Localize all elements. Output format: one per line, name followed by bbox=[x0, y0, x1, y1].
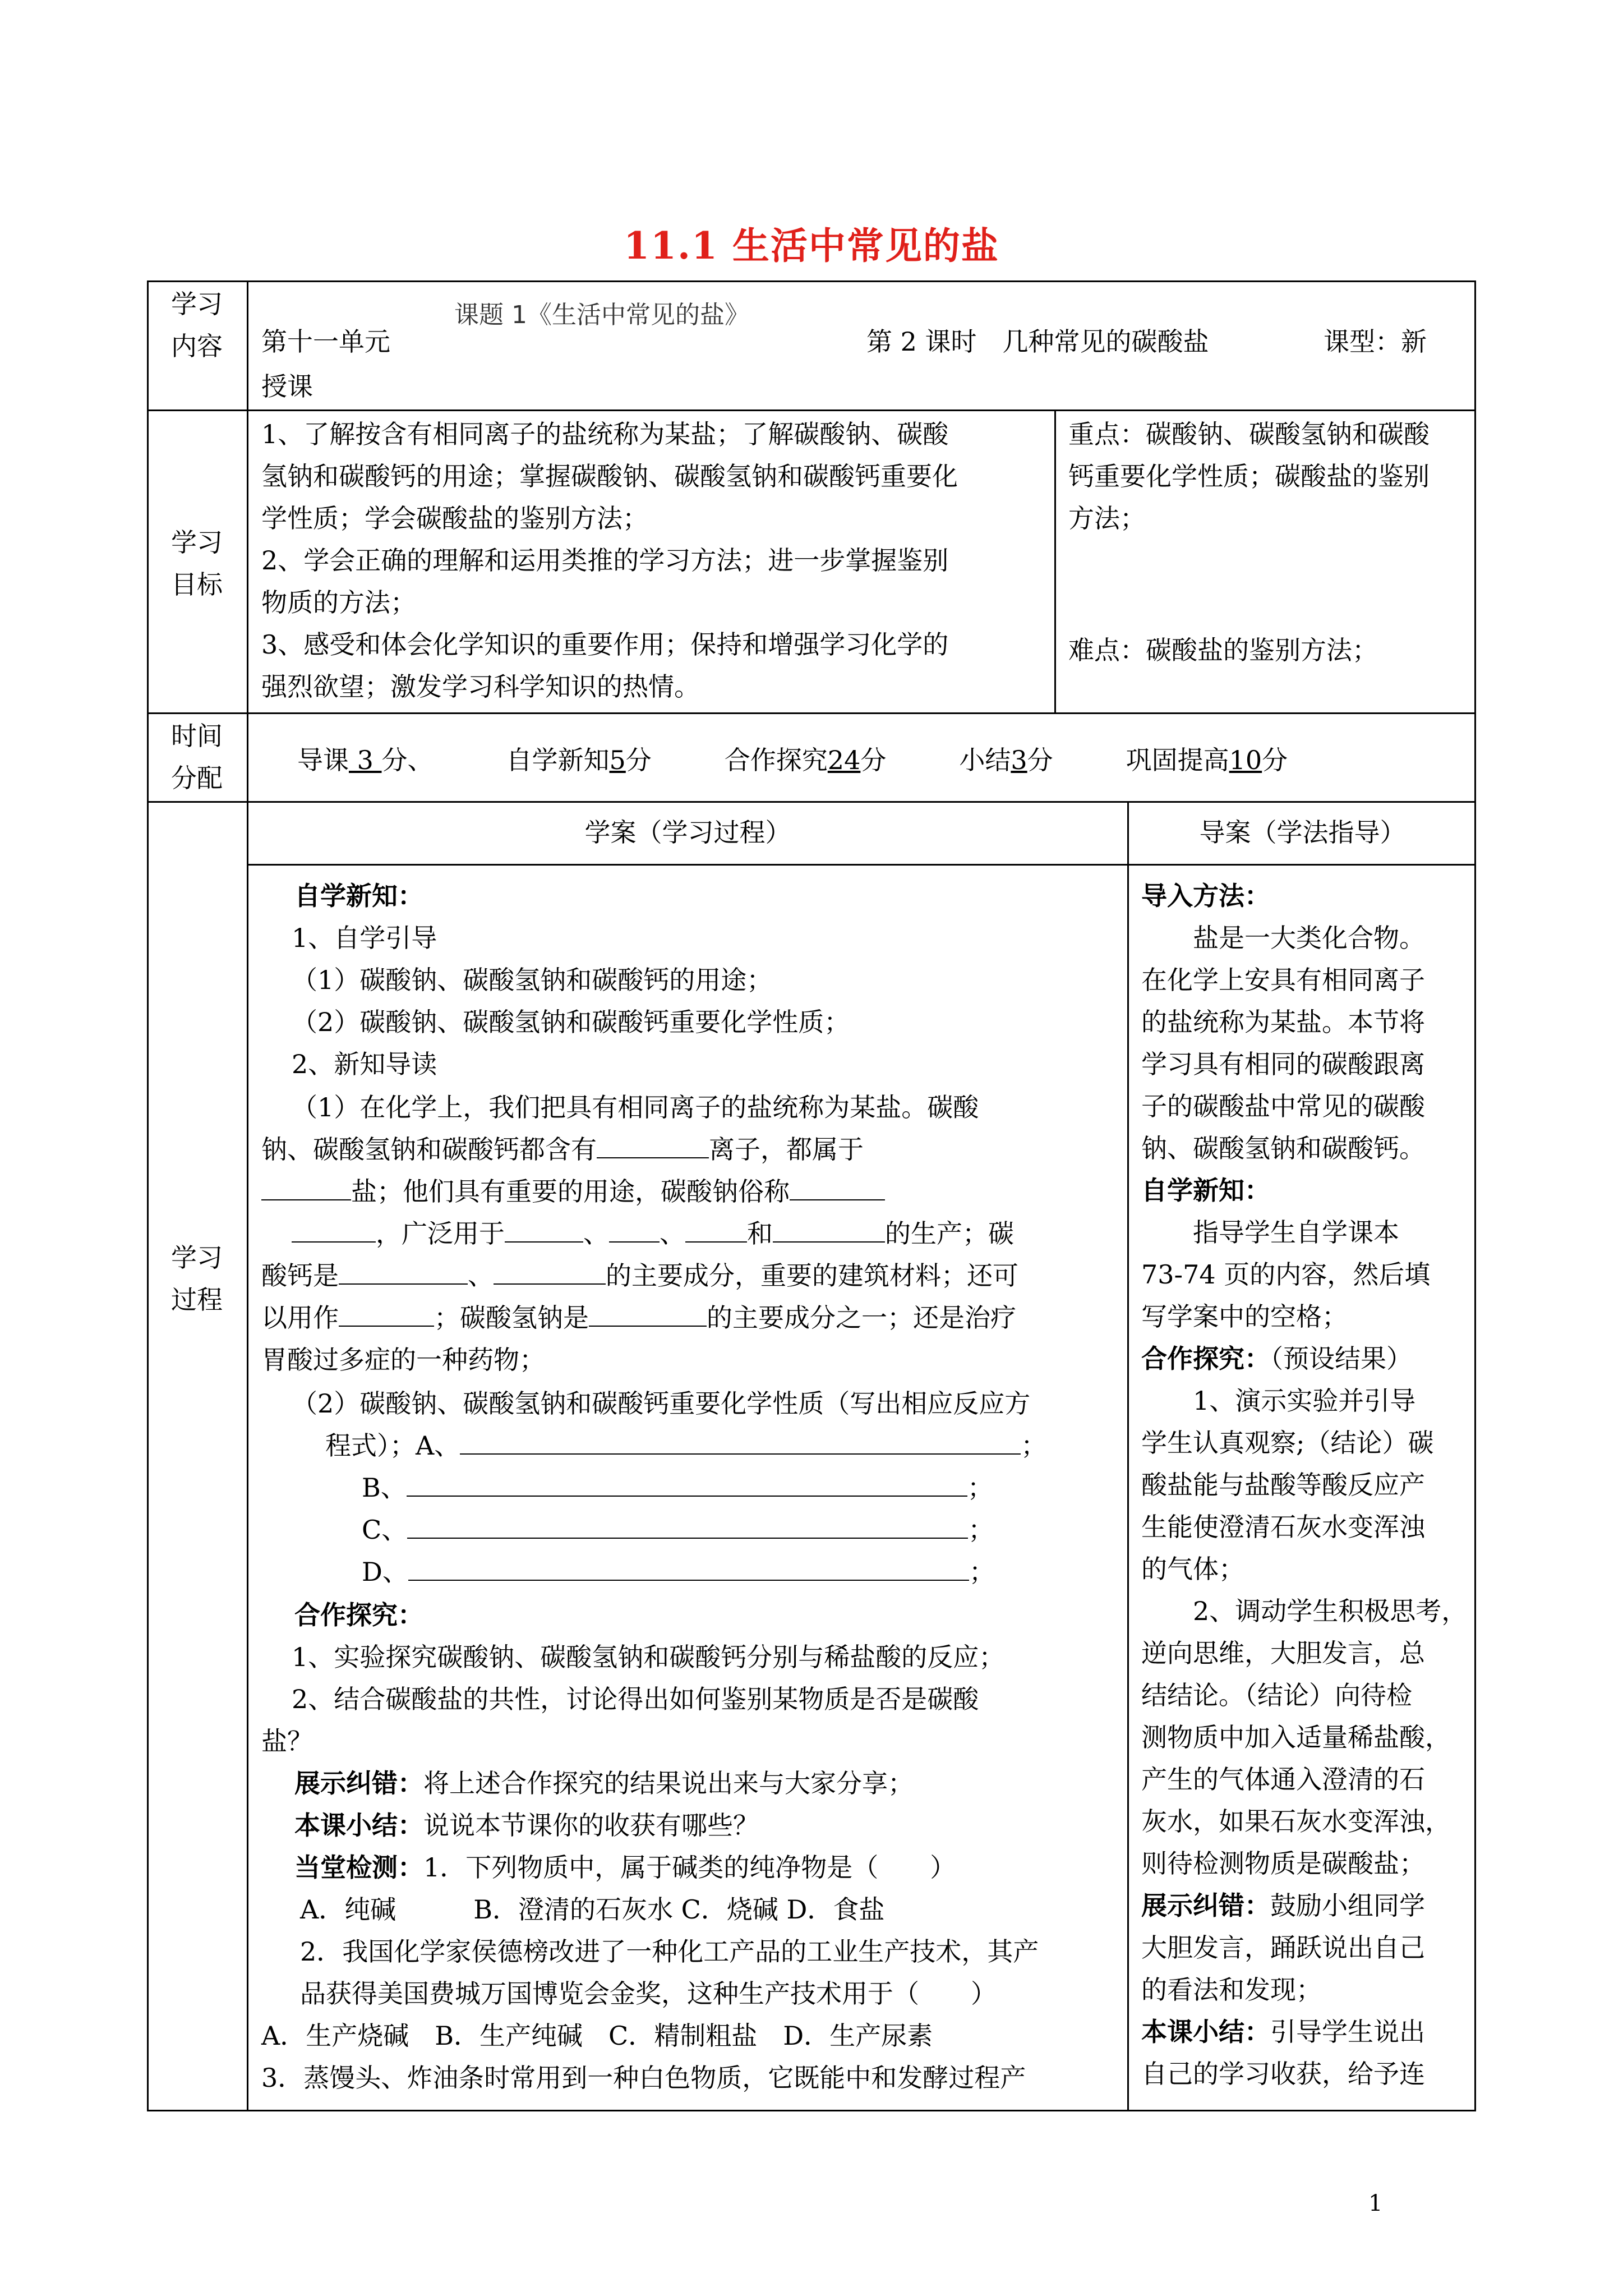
fill-blank[interactable] bbox=[609, 1241, 660, 1243]
column-divider bbox=[247, 280, 248, 2111]
equation-label: D、 bbox=[362, 1557, 408, 1587]
reading-fragment: 、 bbox=[583, 1218, 609, 1249]
guide-line: 在化学上安具有相同离子 bbox=[1141, 965, 1425, 995]
reading-text: 胃酸过多症的一种药物； bbox=[261, 1345, 545, 1375]
guide-line: 的盐统称为某盐。本节将 bbox=[1141, 1007, 1425, 1037]
guide-section-title: 展示纠错： bbox=[1141, 1890, 1270, 1921]
reading-text bbox=[325, 1425, 1046, 1467]
lesson-banner: 课题 1《生活中常见的盐》 bbox=[454, 301, 749, 329]
reading-fragment: 钠、碳酸氢钠和碳酸钙都含有 bbox=[261, 1134, 597, 1165]
goal-line: 3、感受和体会化学知识的重要作用；保持和增强学习化学的 bbox=[261, 629, 949, 660]
guide-line: 酸盐能与盐酸等酸反应产 bbox=[1141, 1470, 1425, 1500]
reading-fragment: 的生产；碳 bbox=[885, 1218, 1014, 1249]
reading-fragment: 、 bbox=[468, 1260, 494, 1291]
guide-line: 测物质中加入适量稀盐酸， bbox=[1141, 1722, 1451, 1752]
guide-line: 指导学生自学课本 bbox=[1141, 1217, 1399, 1248]
goal-line: 氢钠和碳酸钙的用途；掌握碳酸钠、碳酸氢钠和碳酸钙重要化 bbox=[261, 461, 958, 491]
fill-blank[interactable] bbox=[339, 1326, 434, 1327]
guide-line: 的看法和发现； bbox=[1141, 1975, 1322, 2005]
reading-fragment: 的主要成分，重要的建筑材料；还可 bbox=[606, 1260, 1018, 1291]
show-line bbox=[294, 1763, 914, 1805]
fill-blank[interactable] bbox=[292, 1241, 376, 1243]
fill-blank[interactable] bbox=[494, 1283, 606, 1285]
row-label: 过程 bbox=[171, 1285, 223, 1315]
time-item-name: 巩固提高 bbox=[1126, 745, 1229, 775]
reading-fragment: 离子，都属于 bbox=[709, 1134, 864, 1165]
semicolon: ； bbox=[967, 1473, 993, 1503]
row-divider bbox=[147, 409, 1476, 411]
test-question: 1．下列物质中，属于碱类的纯净物是（ ） bbox=[423, 1852, 956, 1883]
test-question: 2．我国化学家侯德榜改进了一种化工产品的工业生产技术，其产 bbox=[300, 1936, 1039, 1967]
section-title: 合作探究： bbox=[294, 1600, 423, 1630]
equation-line bbox=[362, 1467, 993, 1509]
fill-blank[interactable] bbox=[790, 1199, 885, 1200]
section-title: 本课小结： bbox=[294, 1810, 423, 1841]
fill-blank[interactable] bbox=[597, 1157, 709, 1158]
time-item-value: 24 bbox=[827, 745, 861, 775]
reading-text bbox=[261, 1171, 885, 1213]
guide-section-heading bbox=[1141, 1338, 1467, 1380]
row-label: 内容 bbox=[171, 331, 223, 361]
equation-blank[interactable] bbox=[408, 1580, 969, 1581]
row-divider bbox=[147, 712, 1476, 714]
guide-line: 则待检测物质是碳酸盐； bbox=[1141, 1848, 1425, 1879]
fill-blank[interactable] bbox=[505, 1241, 583, 1243]
goal-line: 学性质；学会碳酸盐的鉴别方法； bbox=[261, 503, 648, 533]
key-point-line: 钙重要化学性质；碳酸盐的鉴别 bbox=[1068, 461, 1430, 491]
guide-section-heading bbox=[1141, 1885, 1467, 1927]
key-point-line: 重点：碳酸钠、碳酸氢钠和碳酸 bbox=[1068, 419, 1430, 449]
guide-line: 学习具有相同的碳酸跟离 bbox=[1141, 1049, 1425, 1079]
equation-label: B、 bbox=[362, 1473, 407, 1503]
guide-item: （1）碳酸钠、碳酸氢钠和碳酸钙的用途； bbox=[292, 965, 773, 995]
time-item bbox=[506, 745, 652, 775]
test-line bbox=[294, 1847, 956, 1889]
coop-item: 2、结合碳酸盐的共性，讨论得出如何鉴别某物质是否是碳酸 bbox=[292, 1684, 979, 1714]
time-item-name: 自学新知 bbox=[506, 745, 610, 775]
time-item-unit: 分 bbox=[1262, 745, 1288, 775]
guide-line: 生能使澄清石灰水变浑浊 bbox=[1141, 1512, 1425, 1542]
document-title: 11.1 生活中常见的盐 bbox=[624, 224, 999, 268]
goal-line: 物质的方法； bbox=[261, 587, 416, 618]
guide-line: 学生认真观察;（结论）碳 bbox=[1141, 1428, 1434, 1458]
reading-fragment: 的主要成分之一；还是治疗 bbox=[707, 1303, 1016, 1333]
time-item-unit: 分 bbox=[625, 745, 652, 775]
row-label: 学习 bbox=[171, 527, 223, 558]
section-title: 展示纠错： bbox=[294, 1768, 423, 1798]
guide-section-title: 导入方法： bbox=[1141, 881, 1270, 911]
equation-blank[interactable] bbox=[460, 1453, 1021, 1455]
reading-fragment: 酸钙是 bbox=[261, 1260, 339, 1291]
guide-item: 2、新知导读 bbox=[292, 1049, 437, 1079]
reading-text bbox=[292, 1213, 1014, 1255]
equation-label: C、 bbox=[362, 1515, 408, 1545]
teaching-guide bbox=[1141, 875, 1467, 2095]
row-label: 学习 bbox=[171, 1243, 223, 1273]
guide-line: 钠、碳酸氢钠和碳酸钙。 bbox=[1141, 1133, 1425, 1163]
goal-line: 2、学会正确的理解和运用类推的学习方法；进一步掌握鉴别 bbox=[261, 545, 949, 576]
guide-line: 1、演示实验并引导 bbox=[1141, 1386, 1416, 1416]
time-item bbox=[1126, 745, 1288, 775]
guide-line: 盐是一大类化合物。 bbox=[1141, 923, 1425, 953]
time-item-name: 导课 bbox=[297, 745, 349, 775]
coop-item: 1、实验探究碳酸钠、碳酸氢钠和碳酸钙分别与稀盐酸的反应； bbox=[292, 1642, 1005, 1672]
guide-section-heading bbox=[1141, 2011, 1467, 2053]
semicolon: ； bbox=[1021, 1430, 1047, 1461]
guide-line: 鼓励小组同学 bbox=[1270, 1890, 1425, 1921]
guide-note: （预设结果） bbox=[1270, 1343, 1412, 1374]
learning-goals bbox=[261, 413, 958, 708]
guide-line: 灰水，如果石灰水变浑浊， bbox=[1141, 1806, 1451, 1837]
equation-blank[interactable] bbox=[407, 1496, 967, 1497]
time-item-value: 5 bbox=[609, 745, 626, 775]
summary-line bbox=[294, 1805, 759, 1847]
guide-section-title: 合作探究： bbox=[1141, 1343, 1270, 1374]
unit-text: 第十一单元 bbox=[261, 326, 390, 357]
reading-fragment: 、 bbox=[660, 1218, 685, 1249]
reading-text bbox=[261, 1297, 1016, 1339]
fill-blank[interactable] bbox=[261, 1199, 351, 1200]
lesson-text: 第 2 课时 几种常见的碳酸盐 bbox=[866, 326, 1209, 357]
test-options: A．生产烧碱 B．生产纯碱 C．精制粗盐 D．生产尿素 bbox=[261, 2021, 933, 2051]
goal-line: 1、了解按含有相同离子的盐统称为某盐；了解碳酸钠、碳酸 bbox=[261, 419, 949, 449]
guide-line: 结结论。（结论）向待检 bbox=[1141, 1680, 1412, 1710]
row-divider bbox=[247, 864, 1476, 866]
reading-fragment: ；碳酸氢钠是 bbox=[434, 1303, 589, 1333]
guide-line: 自己的学习收获，给予连 bbox=[1141, 2059, 1425, 2089]
time-item-value: 3 bbox=[1011, 745, 1027, 775]
equation-label: 程式）；A、 bbox=[325, 1430, 460, 1461]
row-label: 目标 bbox=[171, 569, 223, 600]
guide-line: 大胆发言，踊跃说出自己 bbox=[1141, 1932, 1425, 1963]
goal-line: 强烈欲望；激发学习科学知识的热情。 bbox=[261, 671, 700, 702]
col-header-left: 学案（学习过程） bbox=[584, 817, 791, 848]
difficulty: 难点：碳酸盐的鉴别方法； bbox=[1068, 635, 1378, 665]
row-label: 分配 bbox=[171, 763, 223, 793]
reading-fragment: ，广泛用于 bbox=[376, 1218, 505, 1249]
guide-item: 1、自学引导 bbox=[292, 923, 437, 953]
row-divider bbox=[147, 801, 1476, 803]
time-item-value: 3 bbox=[349, 745, 382, 775]
time-item-value: 10 bbox=[1229, 745, 1262, 775]
row-label: 时间 bbox=[171, 721, 223, 751]
time-item-unit: 分 bbox=[860, 745, 887, 775]
guide-line: 2、调动学生积极思考， bbox=[1141, 1596, 1468, 1626]
guide-line: 引导学生说出 bbox=[1270, 2017, 1425, 2047]
equation-line bbox=[362, 1509, 994, 1551]
col-header-right: 导案（学法指导） bbox=[1199, 817, 1406, 848]
key-points bbox=[1068, 413, 1430, 540]
reading-fragment: 和 bbox=[747, 1218, 773, 1249]
fill-blank[interactable] bbox=[339, 1283, 468, 1285]
guide-item: （2）碳酸钠、碳酸氢钠和碳酸钙重要化学性质； bbox=[292, 1007, 850, 1037]
test-question: 品获得美国费城万国博览会金奖，这种生产技术用于（ ） bbox=[300, 1978, 997, 2009]
time-allocation bbox=[297, 739, 1288, 781]
lesson-type-cont: 授课 bbox=[261, 371, 313, 402]
guide-line: 的气体； bbox=[1141, 1554, 1244, 1584]
time-item-unit: 分 bbox=[1027, 745, 1053, 775]
semicolon: ； bbox=[969, 1557, 995, 1587]
time-item bbox=[725, 745, 887, 775]
column-divider bbox=[1054, 409, 1056, 712]
section-title: 当堂检测： bbox=[294, 1852, 423, 1883]
reading-fragment: 以用作 bbox=[261, 1303, 339, 1333]
summary-text: 说说本节课你的收获有哪些？ bbox=[423, 1810, 759, 1841]
lesson-type: 课型：新 bbox=[1324, 326, 1427, 357]
equation-line bbox=[362, 1551, 995, 1593]
time-item bbox=[297, 745, 434, 775]
time-item-name: 合作探究 bbox=[724, 745, 828, 775]
guide-section-title: 自学新知： bbox=[1141, 1175, 1270, 1205]
test-options: A．纯碱 B．澄清的石灰水 C．烧碱 D．食盐 bbox=[300, 1894, 885, 1925]
equation-blank[interactable] bbox=[407, 1538, 968, 1539]
semicolon: ； bbox=[968, 1515, 994, 1545]
row-label: 学习 bbox=[171, 289, 223, 319]
fill-blank[interactable] bbox=[685, 1241, 747, 1243]
coop-item: 盐？ bbox=[261, 1726, 313, 1756]
page-number: 1 bbox=[1368, 2191, 1383, 2216]
guide-section-title: 本课小结： bbox=[1141, 2017, 1270, 2047]
guide-line: 写学案中的空格； bbox=[1141, 1301, 1348, 1332]
guide-line: 逆向思维，大胆发言，总 bbox=[1141, 1638, 1425, 1668]
reading-text bbox=[261, 1255, 1018, 1297]
show-text: 将上述合作探究的结果说出来与大家分享； bbox=[423, 1768, 914, 1798]
time-item-name: 小结 bbox=[959, 745, 1011, 775]
fill-blank[interactable] bbox=[773, 1241, 885, 1243]
time-item bbox=[959, 745, 1053, 775]
guide-line: 产生的气体通入澄清的石 bbox=[1141, 1764, 1425, 1795]
reading-text: （1）在化学上，我们把具有相同离子的盐统称为某盐。碳酸 bbox=[292, 1092, 979, 1122]
guide-line: 73-74 页的内容，然后填 bbox=[1141, 1259, 1431, 1290]
key-point-line: 方法； bbox=[1068, 503, 1146, 533]
column-divider bbox=[1127, 801, 1129, 2111]
time-item-unit: 分、 bbox=[381, 745, 434, 775]
fill-blank[interactable] bbox=[589, 1326, 707, 1327]
reading-text bbox=[261, 1129, 864, 1171]
guide-line: 子的碳酸盐中常见的碳酸 bbox=[1141, 1091, 1425, 1121]
reading-fragment: 盐；他们具有重要的用途，碳酸钠俗称 bbox=[351, 1176, 790, 1207]
reading-text: （2）碳酸钠、碳酸氢钠和碳酸钙重要化学性质（写出相应反应方 bbox=[292, 1388, 1031, 1419]
section-title: 自学新知： bbox=[294, 881, 423, 911]
test-question: 3．蒸馒头、炸油条时常用到一种白色物质，它既能中和发酵过程产 bbox=[261, 2063, 1026, 2093]
